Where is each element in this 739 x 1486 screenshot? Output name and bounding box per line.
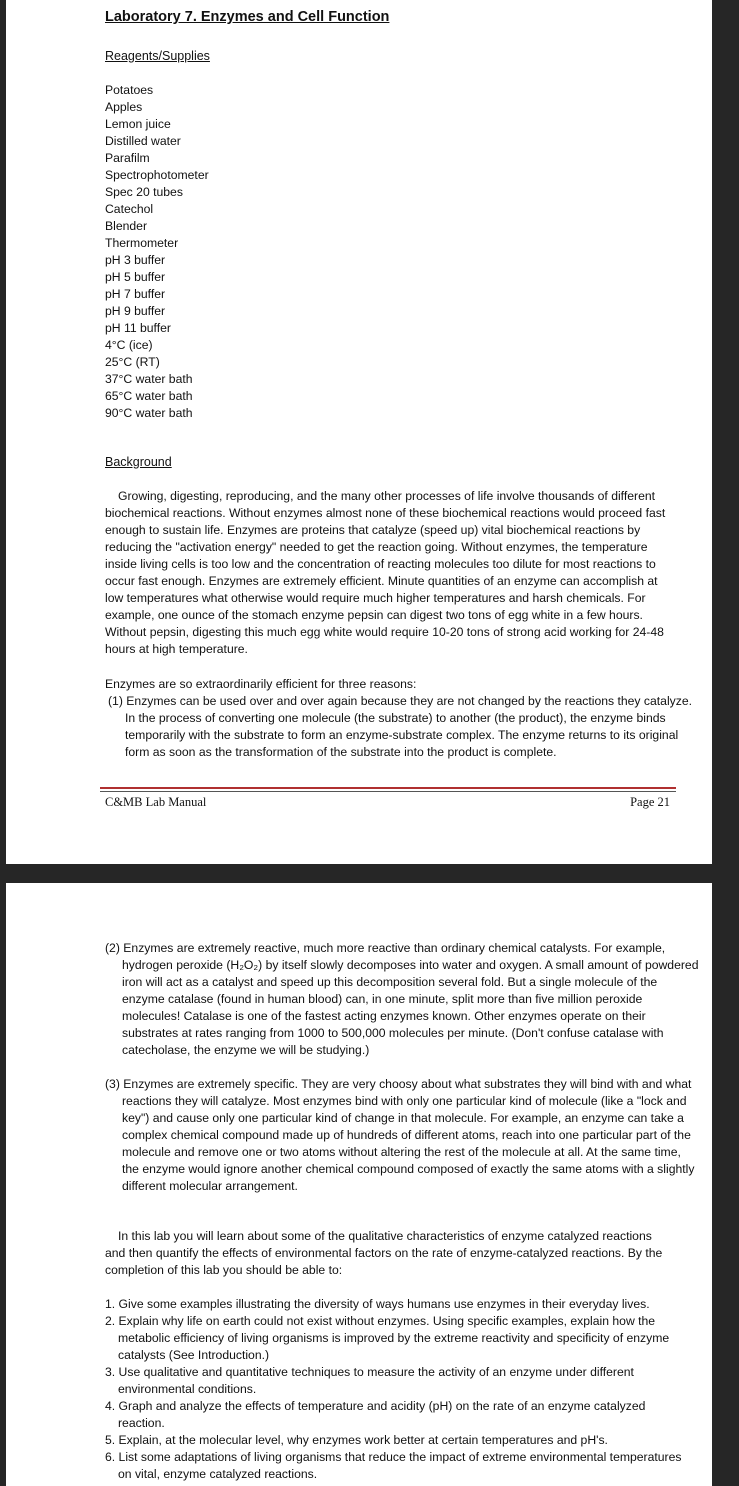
objective-item: 6. List some adaptations of living organisms that reduce the impact of extreme environmental temperatures on vital, enzyme catalyzed reactions. — [105, 1450, 682, 1481]
supply-item: Spec 20 tubes — [105, 185, 183, 199]
supply-item: Catechol — [105, 202, 154, 216]
supply-item: Spectrophotometer — [105, 168, 209, 182]
footer-manual-name: C&MB Lab Manual — [105, 795, 207, 809]
footer-divider-thin — [100, 791, 676, 792]
supplies-heading: Reagents/Supplies — [105, 49, 210, 63]
supply-item: pH 5 buffer — [105, 270, 166, 284]
supply-item: Apples — [105, 100, 143, 114]
objective-item: 2. Explain why life on earth could not exist without enzymes. Using specific examples, explain how the metabolic efficiency of living organisms is improved by the extreme reactivity and specificity of enzyme catalysts (See Introduction.) — [105, 1314, 670, 1362]
objective-item: 3. Use qualitative and quantitative techniques to measure the activity of an enzyme under different environmental conditions. — [105, 1365, 634, 1396]
objectives-intro-text: In this lab you will learn about some of the qualitative characteristics of enzyme catalyzed reactions and then quantify the effects of environmental factors on the rate of enzyme-catalyzed reactions. By the completion of this lab you should be able to: — [105, 1229, 663, 1277]
supply-item: Parafilm — [105, 151, 150, 165]
page-21 — [6, 0, 712, 864]
supply-item: 4°C (ice) — [105, 338, 153, 352]
supply-item: 90°C water bath — [105, 406, 193, 420]
objective-item: 5. Explain, at the molecular level, why enzymes work better at certain temperatures and pH's. — [105, 1433, 608, 1447]
lab-title: Laboratory 7. Enzymes and Cell Function — [105, 9, 390, 25]
supply-item: Potatoes — [105, 83, 154, 97]
reasons-intro: Enzymes are so extraordinarily efficient for three reasons: — [105, 677, 417, 691]
supply-item: 37°C water bath — [105, 372, 193, 386]
objective-item: 1. Give some examples illustrating the diversity of ways humans use enzymes in their everyday lives. — [105, 1297, 650, 1311]
objectives-list — [105, 1296, 688, 1483]
objectives-intro — [105, 1228, 675, 1279]
page-22 — [6, 883, 712, 1486]
supply-item: 25°C (RT) — [105, 355, 160, 369]
reason-1: (1) Enzymes can be used over and over again because they are not changed by the reactions they catalyze. In the process of converting one molecule (the substrate) to another (the product), the enzyme binds temporarily with the substrate to form an enzyme-substrate complex. The enzyme returns to its original form as soon as the transformation of the substrate into the product is complete. — [108, 694, 693, 759]
supply-item: Distilled water — [105, 134, 181, 148]
footer-divider — [100, 787, 676, 789]
background-heading: Background — [105, 455, 172, 469]
supply-item: pH 11 buffer — [105, 321, 171, 335]
supply-item: Thermometer — [105, 236, 179, 250]
supply-item: pH 7 buffer — [105, 287, 166, 301]
supply-item: Lemon juice — [105, 117, 171, 131]
supply-item: Blender — [105, 219, 148, 233]
reason-2: (2) Enzymes are extremely reactive, much more reactive than ordinary chemical catalysts. For example, hydrogen peroxide (H₂O₂) by itself slowly decomposes into water and oxygen. A small amount of powdered iron will act as a catalyst and speed up this decomposition several fold. But a single molecule of the enzyme catalase (found in human blood) can, in one minute, split more than five million peroxide molecules! Catalase is one of the fastest acting enzymes known. Other enzymes operate on their substrates at rates ranging from 1000 to 500,000 molecules per minute. (Don't confuse catalase with catecholase, the enzyme we will be studying.) — [105, 941, 699, 1057]
supply-item: 65°C water bath — [105, 389, 193, 403]
objective-item: 4. Graph and analyze the effects of temperature and acidity (pH) on the rate of an enzyme catalyzed reaction. — [105, 1399, 646, 1430]
supplies-list — [105, 82, 209, 422]
reason-3: (3) Enzymes are extremely specific. They are very choosy about what substrates they will bind with and what reactions they will catalyze. Most enzymes bind with only one particular kind of molecule (like a "lock and key") and cause only one particular kind of change in that molecule. For example, an enzyme can take a complex chemical compound made up of hundreds of different atoms, reach into one particular part of the molecule and remove one or two atoms without altering the rest of the molecule at all. At the same time, the enzyme would ignore another chemical compound composed of exactly the same atoms with a slightly different molecular arrangement. — [105, 1077, 695, 1193]
footer-page-number: Page 21 — [630, 795, 670, 809]
background-text: Growing, digesting, reproducing, and the many other processes of life involve thousands of different biochemical reactions. Without enzymes almost none of these biochemical reactions would proceed fast enough to sustain life. Enzymes are proteins that catalyze (speed up) vital biochemical reactions by reducing the "activation energy" needed to get the reaction going. Without enzymes, the temperature inside living cells is too low and the concentration of reacting molecules too dilute for most reactions to occur fast enough. Enzymes are extremely efficient. Minute quantities of an enzyme can accomplish at low temperatures what otherwise would require much higher temperatures and harsh chemicals. For example, one ounce of the stomach enzyme pepsin can digest two tons of egg white in a few hours. Without pepsin, digesting this much egg white would require 10-20 tons of strong acid working for 24-48 hours at high temperature. — [105, 489, 666, 656]
supply-item: pH 3 buffer — [105, 253, 166, 267]
supply-item: pH 9 buffer — [105, 304, 166, 318]
background-paragraph — [105, 488, 675, 658]
